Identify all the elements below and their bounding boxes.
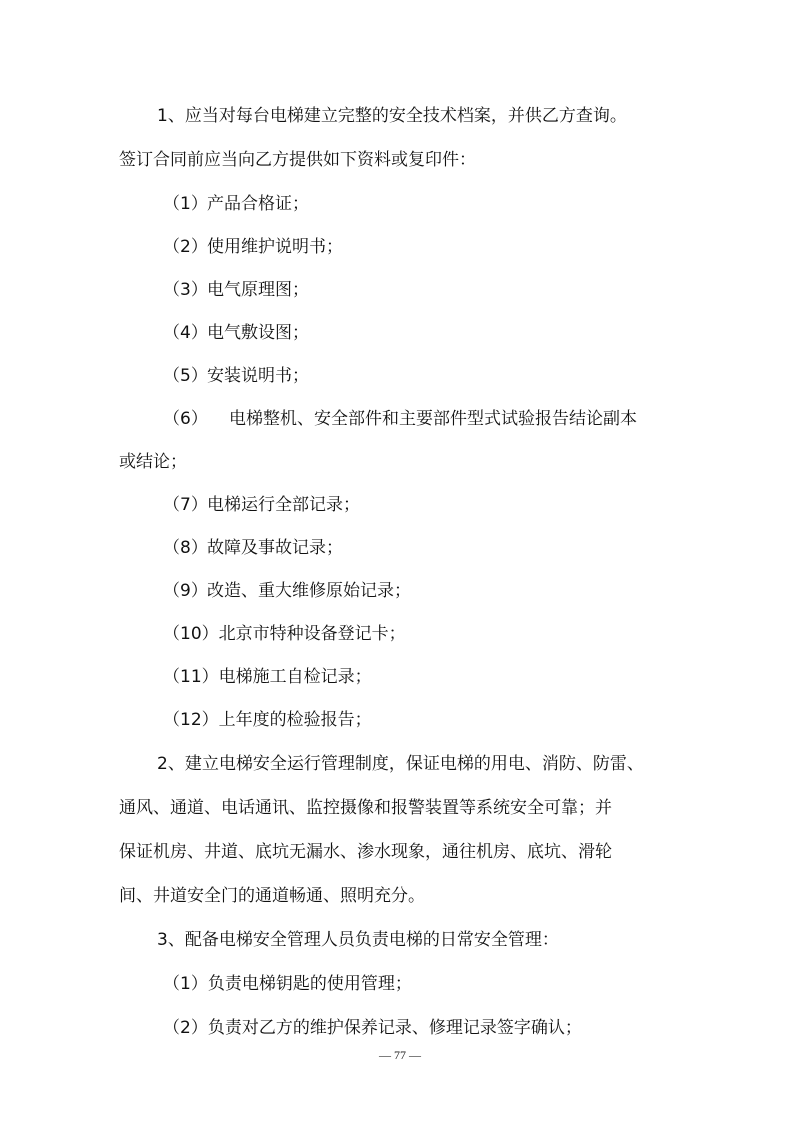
list-item-6 — [163, 407, 637, 431]
paragraph-2-line-1: 2、建立电梯安全运行管理制度，保证电梯的用电、消防、防雷、 — [157, 754, 644, 774]
list-item-9 — [163, 579, 411, 603]
list-item-11 — [163, 665, 372, 689]
list-item-number: （4） — [163, 323, 208, 343]
list-item-number: （5） — [163, 366, 208, 386]
list-item-12 — [163, 708, 372, 732]
list-item-number: （9） — [163, 581, 208, 601]
list-item-text: 电梯施工自检记录； — [218, 667, 372, 687]
paragraph-1-line-1: 1、应当对每台电梯建立完整的安全技术档案，并供乙方查询。 — [157, 106, 627, 126]
list-item-number: （1） — [163, 194, 208, 214]
list-item-text: 故障及事故记录； — [207, 538, 343, 558]
list-item-8 — [163, 536, 343, 560]
list-item-number: （11） — [163, 667, 219, 687]
list-item-text: 电梯整机、安全部件和主要部件型式试验报告结论副本 — [229, 409, 637, 429]
list-item-text: 使用维护说明书； — [207, 237, 343, 257]
list-item-number: （2） — [163, 237, 208, 257]
list-item-text: 北京市特种设备登记卡； — [218, 624, 406, 644]
list-item-3 — [163, 278, 309, 302]
list-item-2 — [163, 235, 343, 259]
list-item-number: （3） — [163, 280, 208, 300]
paragraph-2-line-3: 保证机房、井道、底坑无漏水、渗水现象，通往机房、底坑、滑轮 — [119, 842, 612, 862]
list-item-7 — [163, 493, 360, 517]
list-item-text: 上年度的检验报告； — [218, 710, 372, 730]
list-item-number: （10） — [163, 624, 219, 644]
paragraph-2-line-4: 间、井道安全门的通道畅通、照明充分。 — [119, 886, 425, 906]
paragraph-2-line-2: 通风、通道、电话通讯、监控摄像和报警装置等系统安全可靠；并 — [119, 798, 612, 818]
list-item-1 — [163, 192, 309, 216]
paragraph-3-item-1: （1）负责电梯钥匙的使用管理； — [163, 974, 412, 994]
list-item-number: （12） — [163, 710, 219, 730]
list-item-text: 改造、重大维修原始记录； — [207, 581, 411, 601]
list-item-text: 电气原理图； — [207, 280, 309, 300]
list-item-text: 产品合格证； — [207, 194, 309, 214]
list-item-text: 电气敷设图； — [207, 323, 309, 343]
paragraph-3-line-1: 3、配备电梯安全管理人员负责电梯的日常安全管理： — [157, 930, 559, 950]
list-item-number: （6） — [163, 409, 208, 429]
list-item-text: 安装说明书； — [207, 366, 309, 386]
page-number: — 77 — — [379, 1048, 421, 1062]
list-item-text: 电梯运行全部记录； — [207, 495, 360, 515]
list-item-number: （8） — [163, 538, 208, 558]
paragraph-3-item-2: （2）负责对乙方的维护保养记录、修理记录签字确认； — [163, 1018, 582, 1038]
list-item-6-continuation: 或结论； — [119, 452, 187, 472]
paragraph-1-line-2: 签订合同前应当向乙方提供如下资料或复印件： — [119, 150, 476, 170]
list-item-10 — [163, 622, 406, 646]
list-item-5 — [163, 364, 309, 388]
list-item-number: （7） — [163, 495, 208, 515]
list-item-4 — [163, 321, 309, 345]
